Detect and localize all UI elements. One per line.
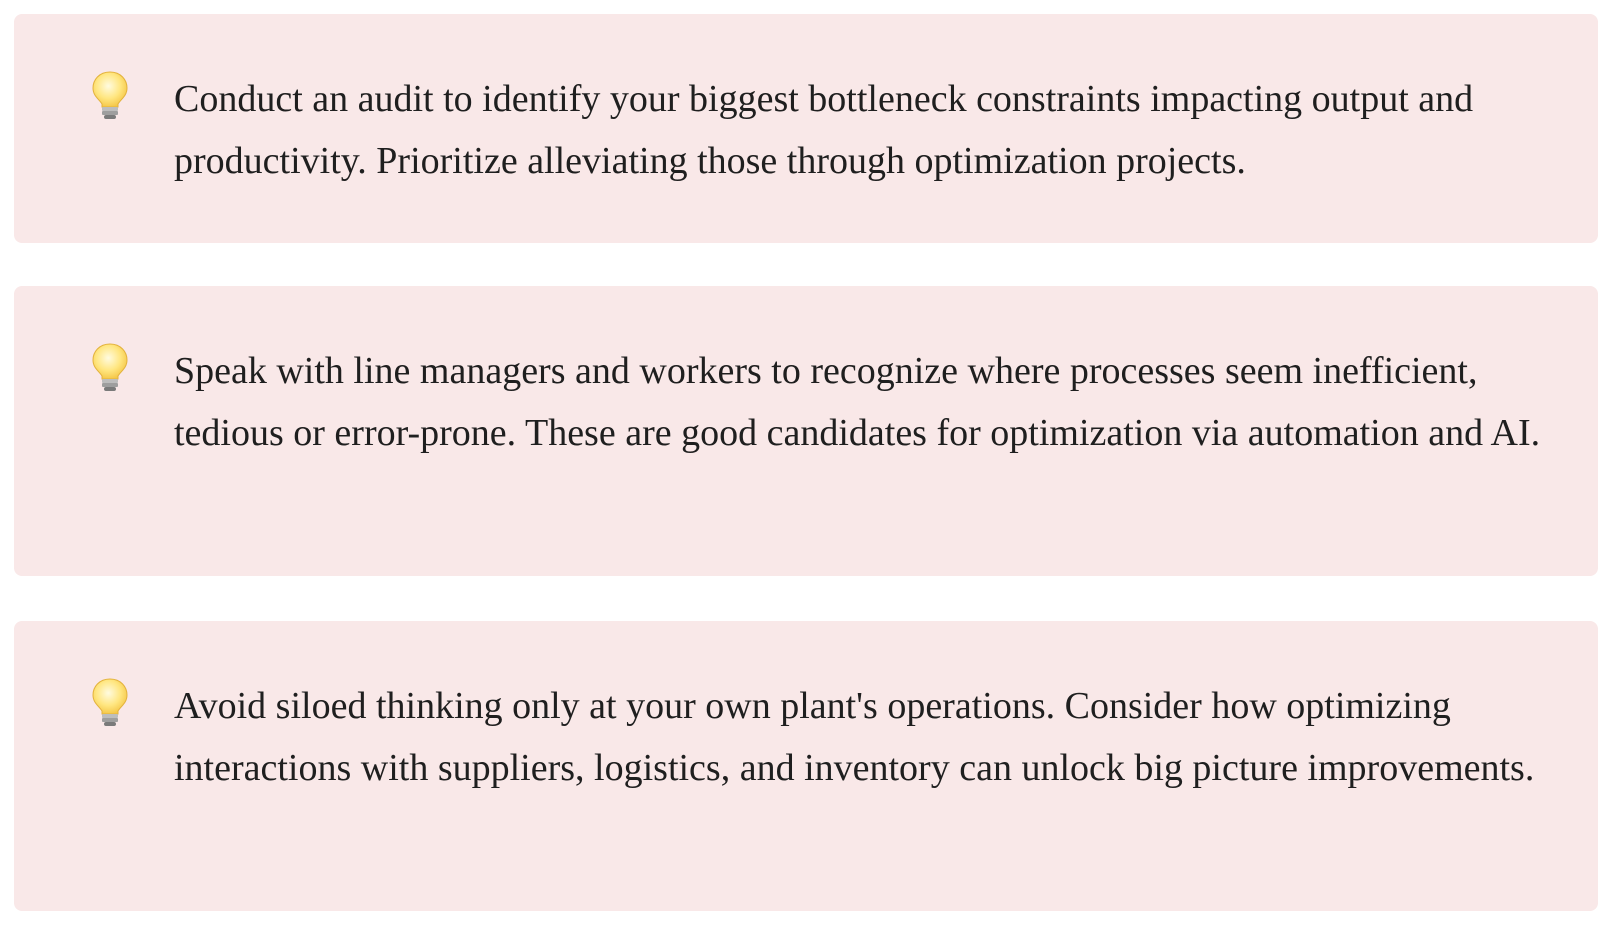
- lightbulb-icon: [90, 677, 130, 729]
- callout-text: Speak with line managers and workers to recognize where processes seem inefficient, tedious or error-prone. These are good candidates for optimization via automation and AI.: [174, 350, 1541, 454]
- callout-text: Avoid siloed thinking only at your own plant's operations. Consider how optimizing interactions with suppliers, logistics, and inventory can unlock big picture improvements.: [174, 685, 1535, 789]
- lightbulb-icon: [90, 342, 130, 394]
- callout-text: Conduct an audit to identify your biggest bottleneck constraints impacting output and productivity. Prioritize alleviating those through optimization projects.: [174, 78, 1474, 182]
- callout-2: [14, 286, 1598, 576]
- lightbulb-icon: [90, 70, 130, 122]
- callout-1: [14, 14, 1598, 243]
- callout-3: [14, 621, 1598, 911]
